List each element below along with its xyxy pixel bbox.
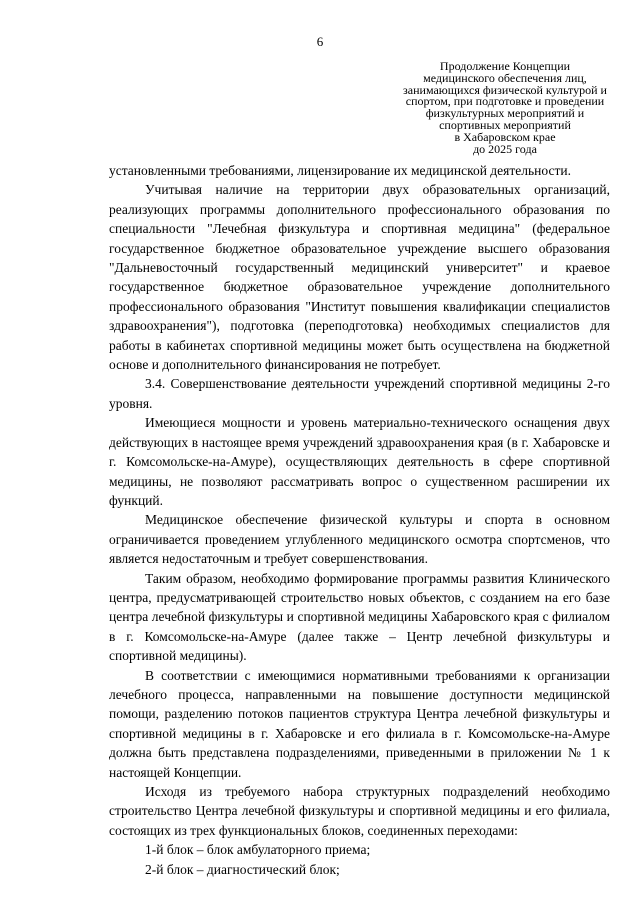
header-note-line: Продолжение Концепции xyxy=(439,59,571,73)
header-note-line: в Хабаровском крае xyxy=(454,129,556,144)
paragraph: установленными требованиями, лицензирование их медицинской деятельности. xyxy=(109,163,571,178)
paragraph: Имеющиеся мощности и уровень материально-технического оснащения двух действующих в настоящее время учреждений здравоохранения края (в г. Хабаровске и г. Комсомольске-на-Амуре), осуществляющих деятельность в сфере спортивной медицины, не позволяют рассматривать вопрос о существенном расширении их функций. xyxy=(109,415,610,508)
paragraph: В соответствии с имеющимися нормативными требованиями к организации лечебного процесса, направленными на повышение доступности медицинской помощи, разделению потоков пациентов структура Центра лечебной физкультуры и спортивной медицины в г. Хабаровске и его филиала в г. Комсомольске-на-Амуре должна быть представлена подразделениями, приведенными в приложении № 1 к настоящей Концепции. xyxy=(109,667,610,780)
section-heading-3-4: 3.4. Совершенствование деятельности учреждений спортивной медицины 2-го уровня. xyxy=(109,376,610,411)
header-note-line: спортивных мероприятий xyxy=(439,117,571,132)
paragraph: Медицинское обеспечение физической культуры и спорта в основном ограничивается проведением углубленного медицинского осмотра спортсменов, что является недостаточным и требует совершенствования. xyxy=(109,512,610,567)
header-note-line: медицинского обеспечения лиц, xyxy=(423,70,587,85)
header-note xyxy=(385,61,625,155)
list-item: 2-й блок – диагностический блок; xyxy=(145,861,340,877)
list-item: 1-й блок – блок амбулаторного приема; xyxy=(145,842,371,858)
paragraph: Исходя из требуемого набора структурных подразделений необходимо строительство Центра лечебной физкультуры и спортивной медицины и его филиала, состоящих из трех функциональных блоков, соединенных переходами: xyxy=(109,784,610,838)
header-note-line: занимающихся физической культурой и xyxy=(403,82,607,97)
document-body xyxy=(109,161,610,879)
paragraph: Учитывая наличие на территории двух образовательных организаций, реализующих программы дополнительного профессионального образования по специальности "Лечебная физкультура и спортивная медицина" (федеральное государственное бюджетное образовательное учреждение высшего образования "Дальневосточный государственный медицинский университет" и краевое государственное бюджетное образовательное учреждение дополнительного профессионального образования "Институт повышения квалификации специалистов здравоохранения"), подготовка (переподготовка) необходимых специалистов для работы в кабинетах спортивной медицины может быть осуществлена на бюджетной основе и дополнительного финансирования не потребует. xyxy=(109,182,610,373)
header-note-line: спортом, при подготовке и проведении xyxy=(405,94,605,109)
header-note-line: до 2025 года xyxy=(473,141,537,156)
page-number: 6 xyxy=(316,34,324,49)
header-note-line: физкультурных мероприятий и xyxy=(425,106,585,121)
paragraph: Таким образом, необходимо формирование программы развития Клинического центра, предусматривающей строительство новых объектов, с созданием на его базе центра лечебной физкультуры и спортивной медицины Хабаровского края с филиалом в г. Комсомольске-на-Амуре (далее также – Центр лечебной физкультуры и спортивной медицины). xyxy=(109,570,610,664)
